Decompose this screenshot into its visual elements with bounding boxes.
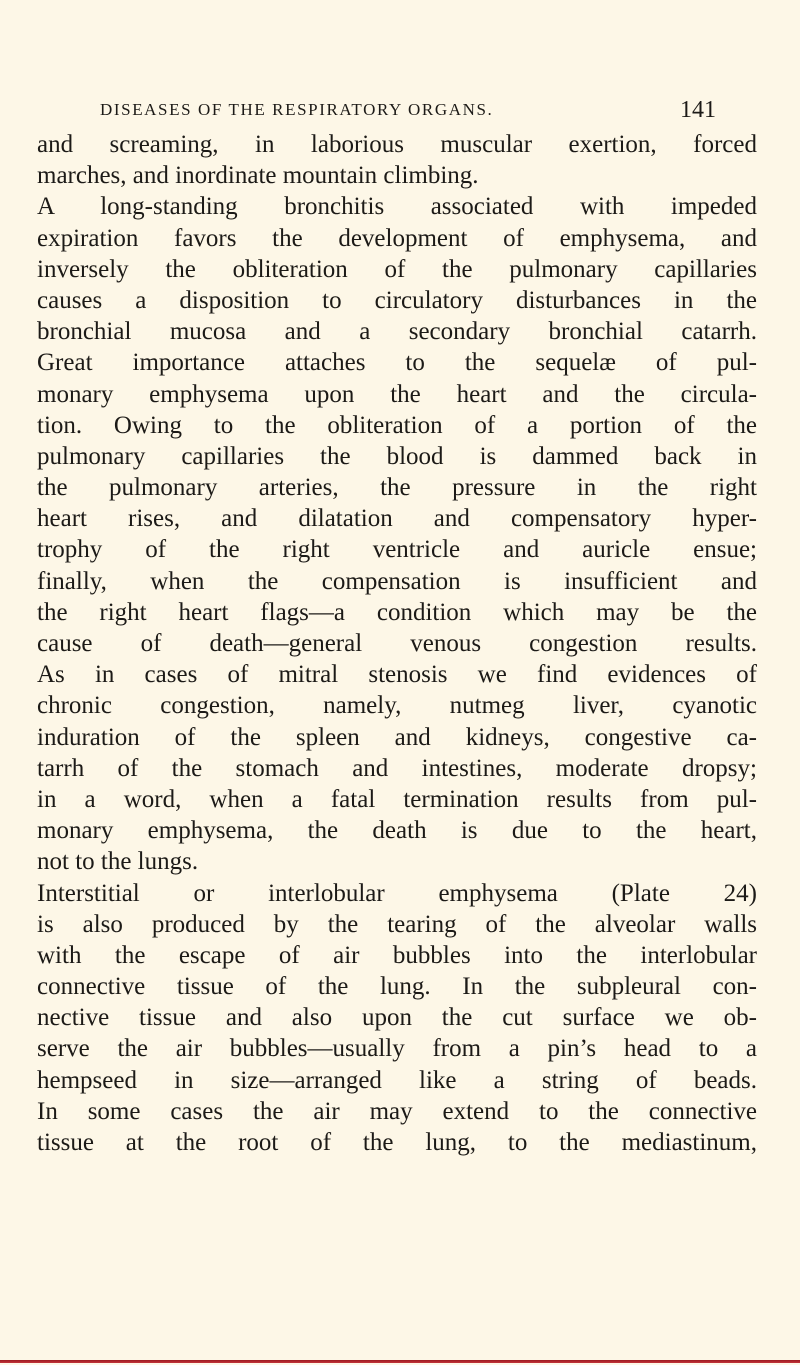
text-line: monary emphysema, the death is due to the heart, [37,817,757,845]
text-line: In some cases the air may extend to the connective [37,1097,757,1125]
text-line: the right heart flags—a condition which may be the [37,598,757,626]
running-head [82,97,716,130]
text-line: hempseed in size—arranged like a string of beads. [37,1066,757,1094]
page-number: 141 [680,97,716,123]
text-line: nective tissue and also upon the cut surface we ob- [37,1004,757,1032]
text-line: As in cases of mitral stenosis we find evidences of [37,661,757,689]
text-line: chronic congestion, namely, nutmeg liver, cyanotic [37,692,757,720]
text-line: in a word, when a fatal termination results from pul- [37,785,757,813]
text-line: and screaming, in laborious muscular exertion, forced [37,131,757,158]
body-text [37,129,757,1158]
text-line: is also produced by the tearing of the alveolar walls [37,910,757,938]
text-line: expiration favors the development of emphysema, and [37,224,757,252]
bottom-edge-rule [0,1360,800,1363]
running-title: DISEASES OF THE RESPIRATORY ORGANS. [100,100,494,119]
text-line: marches, and inordinate mountain climbing. [37,162,479,190]
text-line: the pulmonary arteries, the pressure in the right [37,474,757,502]
text-line: with the escape of air bubbles into the interlobular [37,941,757,969]
text-line: trophy of the right ventricle and auricle ensue; [37,536,757,564]
text-line: not to the lungs. [37,848,199,876]
text-line: serve the air bubbles—usually from a pin’s head to a [37,1035,757,1063]
text-line: Interstitial or interlobular emphysema (Plate 24) [37,879,757,907]
text-line: finally, when the compensation is insufficient and [37,567,757,595]
text-line: tarrh of the stomach and intestines, moderate dropsy; [37,754,757,782]
text-line: tion. Owing to the obliteration of a portion of the [37,411,757,439]
text-line: tissue at the root of the lung, to the mediastinum, [37,1129,757,1156]
text-line: cause of death—general venous congestion results. [37,630,757,657]
text-line: induration of the spleen and kidneys, congestive ca- [37,723,757,751]
text-line: connective tissue of the lung. In the subpleural con- [37,973,757,1001]
text-line: causes a disposition to circulatory disturbances in the [37,286,757,314]
text-line: inversely the obliteration of the pulmonary capillaries [37,255,757,283]
text-line: bronchial mucosa and a secondary bronchial catarrh. [37,318,757,346]
text-line: pulmonary capillaries the blood is dammed back in [37,442,757,470]
text-line: Great importance attaches to the sequelæ of pul- [37,349,757,377]
text-line: heart rises, and dilatation and compensatory hyper- [37,505,757,533]
text-line: monary emphysema upon the heart and the circula- [37,380,757,408]
text-line: A long-standing bronchitis associated with impeded [37,193,757,221]
